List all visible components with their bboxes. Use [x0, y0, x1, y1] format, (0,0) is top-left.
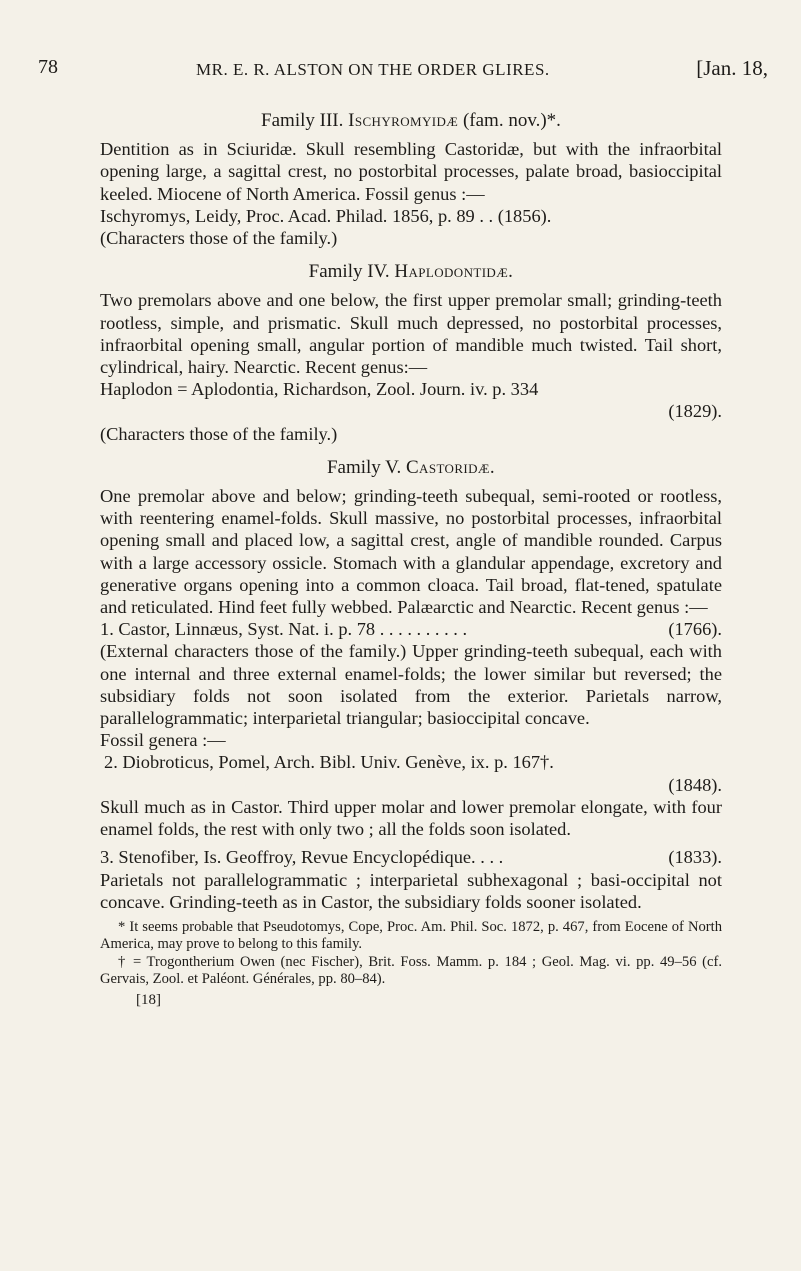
- header-date: [Jan. 18,: [696, 56, 768, 80]
- genus-entry: Ischyromys, Leidy, Proc. Acad. Philad. 1856, p. 89 . . (1856).: [100, 205, 552, 226]
- genus-entry: 2. Diobroticus, Pomel, Arch. Bibl. Univ. Genève, ix. p. 167†.: [104, 752, 554, 773]
- genus-name: 3. Stenofiber, Is. Geoffroy, Revue Encyclopédique. . . .: [100, 847, 504, 868]
- article-body: [100, 110, 722, 1011]
- fossil-genera-label: Fossil genera :—: [100, 730, 226, 751]
- family-heading: [100, 261, 722, 283]
- genus-note: (Characters those of the family.): [100, 228, 338, 249]
- family-name: Haplodontidæ.: [394, 261, 514, 283]
- genus-entry: [100, 618, 722, 640]
- footnote: † = Trogontherium Owen (nec Fischer), Brit. Foss. Mamm. p. 184 ; Geol. Mag. vi. pp. 49–56 (cf. Gervais, Zool. et Paléont. Générales, pp. 80–84).: [100, 953, 722, 988]
- family-number: Family III.: [261, 110, 344, 131]
- genus-year: (1766).: [668, 619, 722, 640]
- family-description: One premolar above and below; grinding-teeth subequal, semi-rooted or rootless, with reentering enamel-folds. Skull massive, no postorbital processes, infraorbital opening small and placed low, a sagittal crest, angle of mandible rounded. Carpus with a large accessory ossicle. Stomach with a glandular appendage, excretory and generative organs opening into a common cloaca. Tail broad, flat-tened, spatulate and reticulated. Hind feet fully webbed. Palæarctic and Nearctic. Recent genus :—: [100, 486, 722, 618]
- genus-name: 1. Castor, Linnæus, Syst. Nat. i. p. 78 . . . . . . . . . .: [100, 619, 468, 640]
- family-suffix: (fam. nov.)*.: [462, 110, 561, 131]
- genus-description: (External characters those of the family.) Upper grinding-teeth subequal, each with one internal and three external enamel-folds; the lower similar but reversed; the subsidiary folds not soon isolated from the exterior. Parietals narrow, parallelogrammatic; interparietal triangular; basioccipital concave.: [100, 641, 722, 729]
- genus-description: Skull much as in Castor. Third upper molar and lower premolar elongate, with four enamel folds, the rest with only two ; all the folds soon isolated.: [100, 796, 722, 840]
- genus-year: (1829).: [668, 401, 722, 422]
- genus-year: (1833).: [668, 847, 722, 868]
- genus-year: (1848).: [668, 774, 722, 795]
- genus-entry: Haplodon = Aplodontia, Richardson, Zool. Journ. iv. p. 334: [100, 379, 539, 400]
- genus-entry: [100, 846, 722, 868]
- family-description: Dentition as in Sciuridæ. Skull resembling Castoridæ, but with the infraorbital opening large, a sagittal crest, no postorbital processes, palate broad, basioccipital keeled. Miocene of North America. Fossil genus :—: [100, 139, 722, 204]
- signature-mark: [18]: [136, 991, 161, 1008]
- page-number: 78: [38, 56, 58, 78]
- family-name: Castoridæ.: [405, 456, 496, 478]
- genus-note: (Characters those of the family.): [100, 423, 338, 444]
- family-heading: [100, 457, 722, 479]
- genus-description: Parietals not parallelogrammatic ; interparietal subhexagonal ; basi-occipital not concave. Grinding-teeth as in Castor, the subsidiary folds sooner isolated.: [100, 869, 722, 912]
- footnote: * It seems probable that Pseudotomys, Cope, Proc. Am. Phil. Soc. 1872, p. 467, from Eocene of North America, may prove to belong to this family.: [100, 918, 722, 953]
- family-description: Two premolars above and one below, the first upper premolar small; grinding-teeth rootless, simple, and prismatic. Skull much depressed, no postorbital processes, infraorbital opening small, angular portion of mandible much twisted. Tail short, cylindrical, hairy. Nearctic. Recent genus:—: [100, 290, 722, 378]
- family-name: Ischyromyidæ: [348, 110, 459, 131]
- family-heading: [100, 110, 722, 132]
- running-header: [38, 56, 768, 96]
- family-number: Family IV.: [308, 261, 390, 283]
- running-title: MR. E. R. ALSTON ON THE ORDER GLIRES.: [196, 60, 550, 79]
- family-number: Family V.: [326, 456, 402, 478]
- footnotes: [100, 919, 722, 989]
